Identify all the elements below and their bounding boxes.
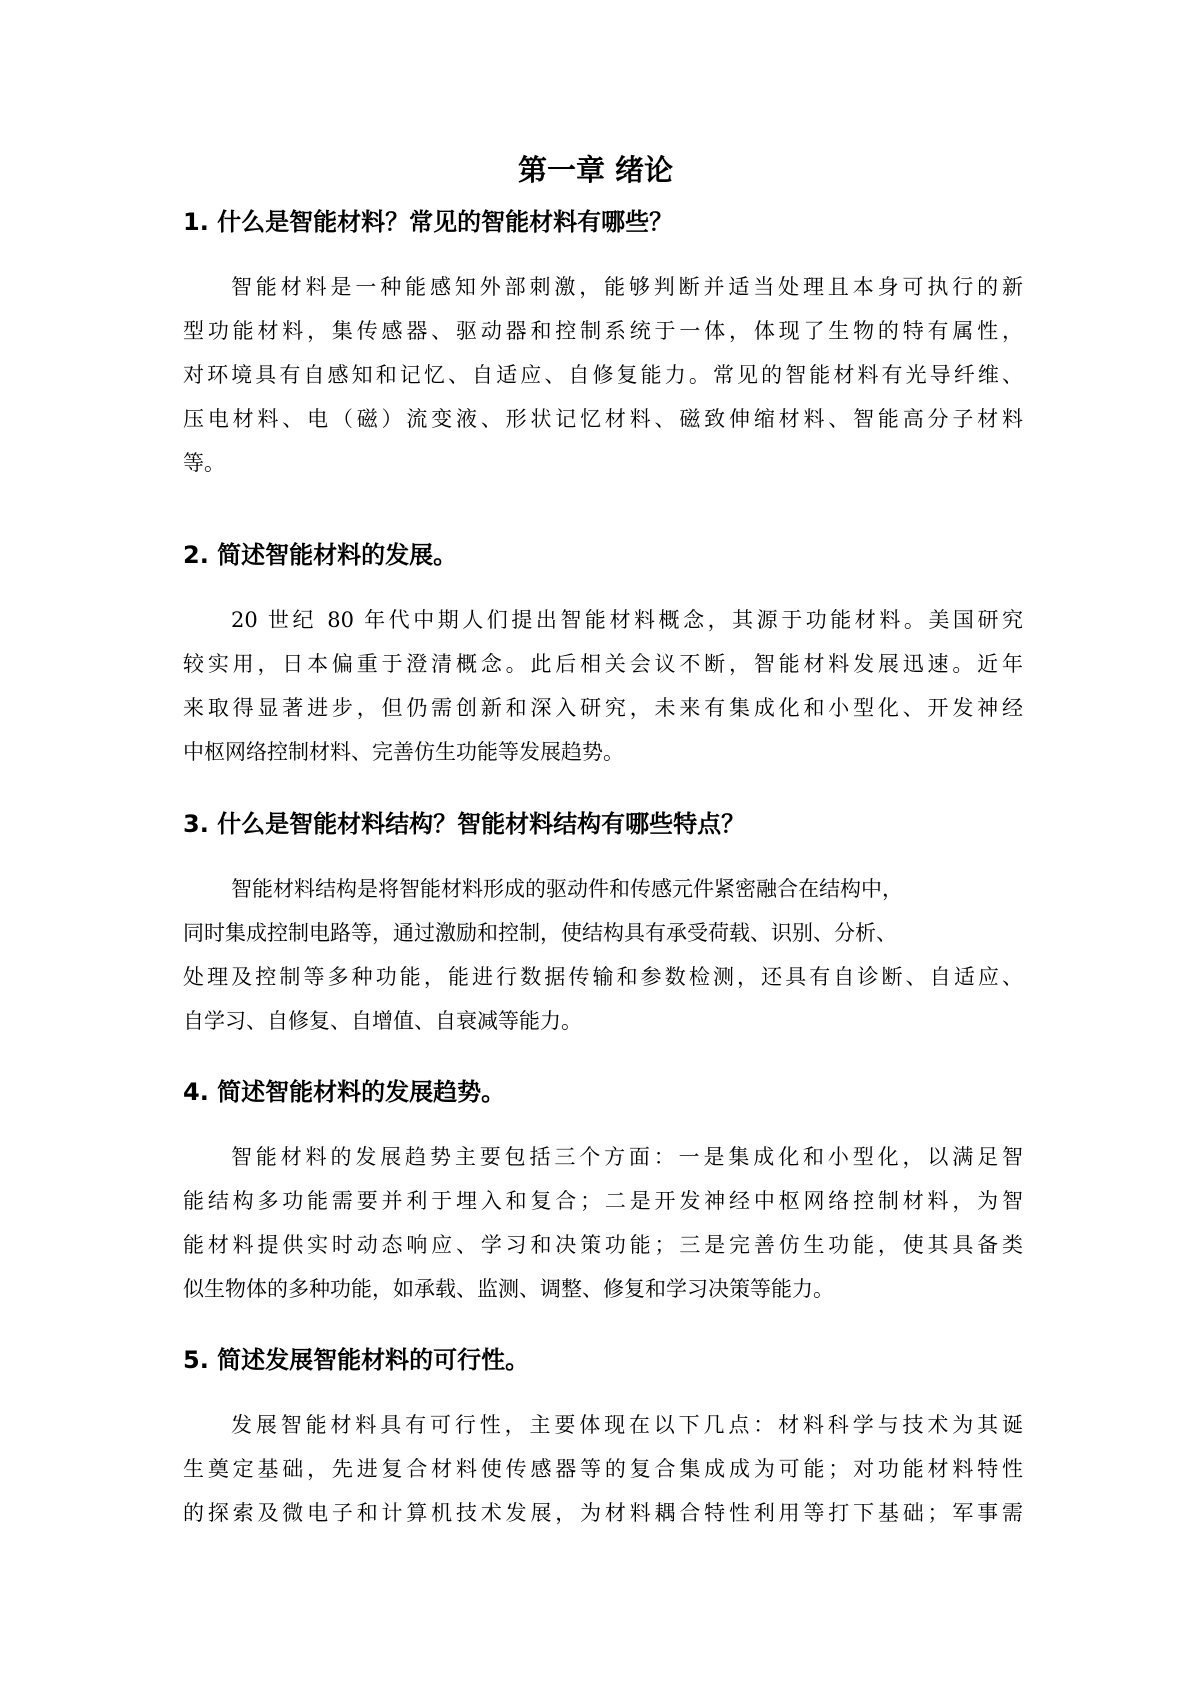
section-answer-2 <box>183 598 1023 774</box>
answer-line: 对环境具有自感知和记忆、自适应、自修复能力。常见的智能材料有光导纤维、 <box>183 363 1023 387</box>
section-heading-4: 4. 简述智能材料的发展趋势。 <box>183 1078 506 1106</box>
answer-line: 能结构多功能需要并利于埋入和复合；二是开发神经中枢网络控制材料，为智 <box>183 1189 1023 1213</box>
answer-line: 自学习、自修复、自增值、自衰减等能力。 <box>183 1009 582 1033</box>
answer-line: 同时集成控制电路等，通过激励和控制，使结构具有承受荷载、识别、分析、 <box>183 921 897 945</box>
answer-line: 发展智能材料具有可行性，主要体现在以下几点：材料科学与技术为其诞 <box>231 1413 1023 1437</box>
answer-line: 的探索及微电子和计算机技术发展，为材料耦合特性利用等打下基础；军事需 <box>183 1501 1023 1525</box>
section-answer-3 <box>183 867 1023 1043</box>
answer-line: 压电材料、电（磁）流变液、形状记忆材料、磁致伸缩材料、智能高分子材料 <box>183 407 1023 431</box>
section-answer-1 <box>183 265 1023 485</box>
answer-line: 智能材料结构是将智能材料形成的驱动件和传感元件紧密融合在结构中， <box>231 877 903 901</box>
answer-line: 能材料提供实时动态响应、学习和决策功能；三是完善仿生功能，使其具备类 <box>183 1233 1023 1257</box>
answer-line: 等。 <box>183 451 225 475</box>
answer-line: 来取得显著进步，但仍需创新和深入研究，未来有集成化和小型化、开发神经 <box>183 696 1023 720</box>
section-heading-2: 2. 简述智能材料的发展。 <box>183 541 458 569</box>
answer-line: 较实用，日本偏重于澄清概念。此后相关会议不断，智能材料发展迅速。近年 <box>183 652 1023 676</box>
section-heading-3: 3. 什么是智能材料结构？智能材料结构有哪些特点？ <box>183 810 746 838</box>
answer-line: 处理及控制等多种功能，能进行数据传输和参数检测，还具有自诊断、自适应、 <box>183 965 1023 989</box>
answer-line: 生奠定基础，先进复合材料使传感器等的复合集成成为可能；对功能材料特性 <box>183 1457 1023 1481</box>
answer-line: 似生物体的多种功能，如承载、监测、调整、修复和学习决策等能力。 <box>183 1277 834 1301</box>
answer-line: 智能材料是一种能感知外部刺激，能够判断并适当处理且本身可执行的新 <box>231 275 1023 299</box>
section-answer-4 <box>183 1135 1023 1311</box>
section-heading-1: 1. 什么是智能材料？常见的智能材料有哪些？ <box>183 208 674 236</box>
answer-line: 中枢网络控制材料、完善仿生功能等发展趋势。 <box>183 740 624 764</box>
section-heading-5: 5. 简述发展智能材料的可行性。 <box>183 1346 530 1374</box>
section-answer-5 <box>183 1403 1023 1535</box>
chapter-title: 第一章 绪论 <box>517 153 674 187</box>
answer-line: 型功能材料，集传感器、驱动器和控制系统于一体，体现了生物的特有属性， <box>183 319 1023 343</box>
answer-line: 20 世纪 80 年代中期人们提出智能材料概念，其源于功能材料。美国研究 <box>231 608 1023 632</box>
answer-line: 智能材料的发展趋势主要包括三个方面：一是集成化和小型化，以满足智 <box>231 1145 1023 1169</box>
